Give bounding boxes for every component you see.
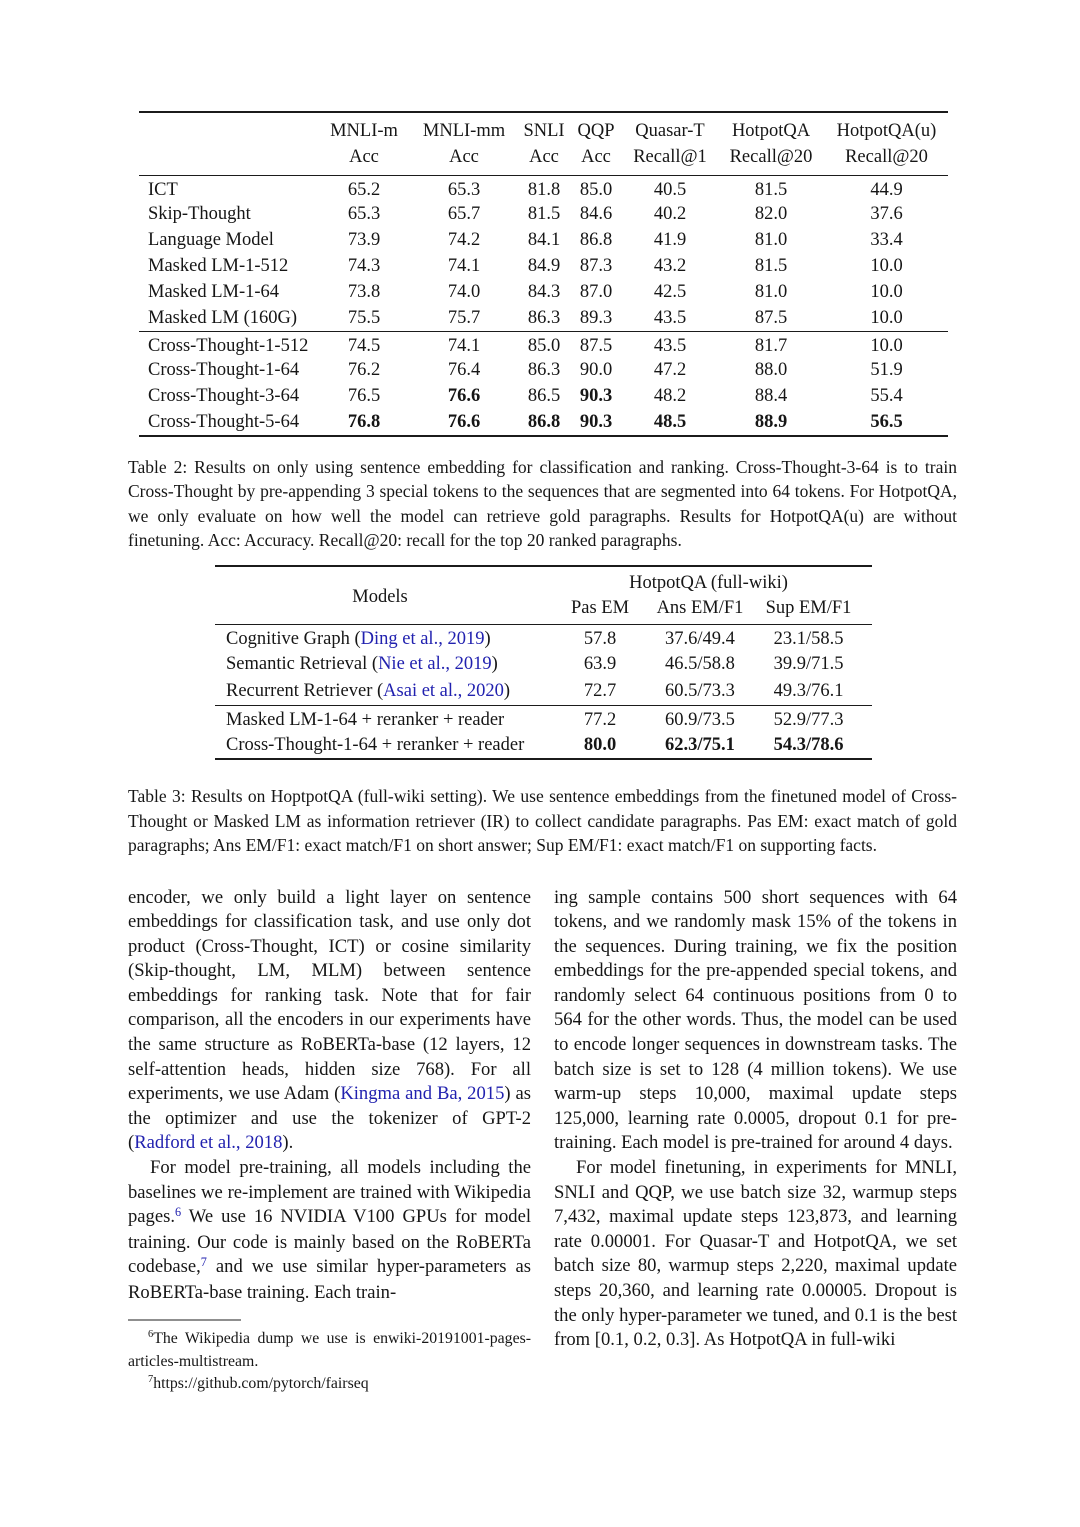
text-run: For model finetuning, in experiments for MNLI, SNLI and QQP, we use batch size 32, warmup steps 7,432, maximal update steps 123,873, and learning rate 0.00001. For Quasar-T and HotpotQA, we set batch size 80, warmup steps 2,220, maximal update steps 20,360, and learning rate 0.00005. Dropout is the only hyper-parameter we tuned, and 0.1 is the best from [0.1, 0.2, 0.3]. As HotpotQA in full-wiki: [554, 1157, 957, 1351]
metric-value: 90.0: [579, 360, 613, 380]
table2-header-row: [139, 112, 948, 144]
row-label: Cross-Thought-5-64: [148, 411, 300, 432]
column-header: HotpotQA: [731, 121, 811, 141]
table-row: [215, 651, 872, 678]
text-run: https://github.com/pytorch/fairseq: [153, 1374, 369, 1392]
footnote-ref-link[interactable]: 7: [200, 1255, 207, 1270]
text-run: ): [484, 628, 491, 649]
text-run: Semantic Retrieval (: [226, 654, 379, 674]
left-column: [128, 886, 531, 1397]
metric-value: 48.5: [653, 411, 687, 432]
table-row: [139, 176, 948, 202]
metric-value: 76.8: [347, 411, 381, 432]
metric-value: 46.5/58.8: [665, 654, 735, 674]
citation-link[interactable]: Radford et al., 2018: [134, 1132, 283, 1154]
text-run: ): [491, 654, 498, 674]
metric-value: 84.3: [527, 282, 561, 302]
corner-cell: [139, 112, 319, 144]
citation-link[interactable]: Asai et al., 2020: [383, 680, 504, 701]
paragraph-finetuning: [554, 1156, 957, 1353]
table-row: [139, 306, 948, 332]
column-metric-header: Acc: [449, 147, 479, 167]
paragraph-pretraining-continued: [554, 886, 957, 1157]
table-row: [139, 202, 948, 228]
column-header: HotpotQA(u): [836, 121, 937, 141]
table3-header-row: [215, 566, 872, 596]
table3-hotpotqa-results: [215, 565, 872, 761]
column-metric-header: Recall@20: [845, 147, 928, 167]
metric-value: 49.3/76.1: [773, 680, 844, 701]
metric-value: 43.5: [653, 335, 687, 356]
text-run: We use 16 NVIDIA V100 GPUs for model training. Our code is mainly based on the RoBERTa codebase,: [128, 1206, 531, 1278]
metric-value: 54.3/78.6: [773, 734, 844, 755]
table2-caption: Table 2: Results on only using sentence embedding for classification and ranking. Cross-Thought-3-64 is to train Cross-Thought by pre-appending 3 special tokens to the sequences that are segmented into 64 tokens. For HotpotQA, we only evaluate on how well the model can retrieve gold paragraphs. Results for HotpotQA(u) are without finetuning. Acc: Accuracy. Recall@20: recall for the top 20 ranked paragraphs.: [128, 456, 957, 550]
metric-value: 86.3: [527, 360, 561, 380]
paragraph-experiment-setup: [128, 886, 531, 1157]
metric-value: 86.3: [527, 307, 561, 328]
metric-value: 87.5: [579, 335, 613, 356]
text-run: For model pre-training, all models including the baselines we re-implement are trained with Wikipedia pages.: [128, 1157, 531, 1228]
metric-value: 88.4: [754, 386, 788, 406]
table-row: [139, 410, 948, 436]
metric-value: 10.0: [870, 256, 903, 276]
metric-value: 40.5: [653, 179, 687, 200]
metric-value: 56.5: [870, 411, 903, 432]
metric-value: 74.1: [447, 335, 481, 356]
column-metric-header: Ans EM/F1: [656, 597, 744, 618]
footnote-wikipedia-dump: [128, 1328, 531, 1373]
metric-value: 65.7: [447, 204, 481, 224]
column-header: MNLI-m: [330, 121, 398, 141]
metric-value: 60.5/73.3: [665, 680, 735, 701]
table-row: [139, 384, 948, 410]
metric-value: 88.0: [754, 360, 788, 380]
table-row: [139, 254, 948, 280]
metric-value: 81.5: [754, 179, 788, 200]
text-run: Cross-Thought-1-64 + reranker + reader: [226, 734, 525, 755]
column-metric-header: Recall@1: [633, 147, 707, 167]
model-name: [215, 624, 545, 651]
table-row: [139, 358, 948, 384]
table-row: [139, 332, 948, 358]
citation-link[interactable]: Ding et al., 2019: [360, 628, 485, 649]
column-metric-header: Pas EM: [570, 597, 630, 618]
metric-value: 57.8: [583, 628, 617, 649]
metric-value: 87.5: [754, 307, 788, 328]
metric-value: 86.8: [527, 411, 561, 432]
metric-value: 85.0: [527, 335, 561, 356]
hotpotqa-span-header: HotpotQA (full-wiki): [629, 572, 788, 593]
text-run: ) as the optimizer and use the tokenizer of GPT-2 (: [128, 1083, 531, 1154]
metric-value: 75.5: [347, 307, 381, 328]
metric-value: 62.3/75.1: [665, 734, 735, 755]
metric-value: 76.5: [347, 386, 381, 406]
metric-value: 90.3: [579, 411, 613, 432]
column-metric-header: Acc: [529, 147, 559, 167]
metric-value: 65.2: [347, 179, 381, 200]
metric-value: 37.6/49.4: [665, 628, 735, 649]
metric-value: 63.9: [583, 654, 617, 674]
metric-value: 80.0: [583, 734, 617, 755]
metric-value: 81.5: [527, 204, 561, 224]
row-label: Language Model: [148, 230, 274, 250]
metric-value: 88.9: [754, 411, 788, 432]
footnotes-block: [128, 1319, 531, 1397]
metric-value: 10.0: [870, 282, 903, 302]
metric-value: 74.5: [347, 335, 381, 356]
citation-link[interactable]: Kingma and Ba, 2015: [340, 1083, 505, 1105]
row-label: Cross-Thought-1-64: [148, 360, 300, 380]
metric-value: 23.1/58.5: [773, 628, 844, 649]
column-header: QQP: [577, 121, 615, 141]
prior-work-group: [215, 624, 872, 705]
metric-value: 60.9/73.5: [665, 709, 735, 730]
metric-value: 10.0: [870, 335, 903, 356]
row-label: Cross-Thought-1-512: [148, 335, 309, 356]
metric-value: 81.0: [754, 282, 788, 302]
row-label: Masked LM (160G): [148, 307, 298, 328]
metric-value: 86.8: [579, 230, 613, 250]
body-text-columns: [128, 886, 957, 1397]
metric-value: 84.1: [527, 230, 561, 250]
metric-value: 10.0: [870, 307, 903, 328]
metric-value: 82.0: [754, 204, 788, 224]
metric-value: 81.0: [754, 230, 788, 250]
corner-cell: [139, 144, 319, 176]
text-run: The Wikipedia dump we use is enwiki-20191001-pages-articles-multistream.: [128, 1329, 531, 1371]
metric-value: 75.7: [447, 307, 481, 328]
footnote-rule: [128, 1319, 241, 1321]
model-name: [215, 705, 545, 732]
paper-page-content: [128, 0, 957, 1396]
model-name: [215, 678, 545, 705]
column-metric-header: Acc: [581, 147, 611, 167]
metric-value: 81.8: [527, 179, 561, 200]
metric-value: 72.7: [583, 680, 617, 701]
text-run: Cognitive Graph (: [226, 628, 361, 649]
metric-value: 84.6: [579, 204, 613, 224]
text-run: ): [503, 680, 511, 701]
metric-value: 73.8: [347, 282, 381, 302]
metric-value: 33.4: [870, 230, 903, 250]
row-label: ICT: [148, 179, 178, 200]
metric-value: 81.7: [754, 335, 788, 356]
models-header: Models: [352, 586, 408, 607]
model-name: [215, 732, 545, 759]
footnote-ref-link[interactable]: 6: [174, 1205, 182, 1220]
citation-link[interactable]: Nie et al., 2019: [378, 654, 492, 674]
column-metric-header: Acc: [349, 147, 379, 167]
metric-value: 43.2: [653, 256, 687, 276]
row-label: Skip-Thought: [148, 204, 251, 224]
row-label: Masked LM-1-64: [148, 282, 280, 302]
metric-value: 76.6: [447, 411, 481, 432]
metric-value: 65.3: [347, 204, 381, 224]
column-header: SNLI: [523, 121, 565, 141]
text-run: encoder, we only build a light layer on sentence embeddings for classification task, and use only dot product (Cross-Thought, ICT) or cosine similarity (Skip-thought, LM, MLM) between sentence embeddings for ranking task. Note that for fair comparison, all the encoders in our experiments have the same structure as RoBERTa-base (12 layers, 12 self-attention heads, hidden size 768). For all experiments, we use Adam (: [128, 886, 531, 1105]
metric-value: 52.9/77.3: [773, 709, 844, 730]
metric-value: 43.5: [653, 307, 687, 328]
metric-value: 55.4: [870, 386, 903, 406]
metric-value: 73.9: [347, 230, 381, 250]
metric-value: 74.3: [347, 256, 381, 276]
metric-value: 77.2: [583, 709, 617, 730]
metric-value: 47.2: [653, 360, 687, 380]
text-run: and we use similar hyper-parameters as RoBERTa-base training. Each train-: [128, 1256, 531, 1303]
our-models-group: [215, 705, 872, 759]
metric-value: 39.9/71.5: [773, 654, 844, 674]
metric-value: 65.3: [447, 179, 481, 200]
right-column: [554, 886, 957, 1397]
metric-value: 44.9: [870, 179, 903, 200]
metric-value: 40.2: [653, 204, 687, 224]
metric-value: 84.9: [527, 256, 561, 276]
metric-value: 85.0: [579, 179, 613, 200]
metric-value: 74.0: [447, 282, 481, 302]
metric-value: 74.2: [447, 230, 481, 250]
column-header: Quasar-T: [635, 121, 705, 141]
metric-value: 87.3: [579, 256, 613, 276]
footnote-fairseq-url: [128, 1373, 531, 1397]
metric-value: 51.9: [870, 360, 903, 380]
metric-value: 76.4: [447, 360, 481, 380]
table-row: [139, 280, 948, 306]
metric-value: 86.5: [527, 386, 561, 406]
metric-value: 90.3: [579, 386, 613, 406]
baselines-group: [139, 176, 948, 332]
metric-value: 87.0: [579, 282, 613, 302]
metric-value: 76.6: [447, 386, 481, 406]
text-run: ing sample contains 500 short sequences with 64 tokens, and we randomly mask 15% of the tokens in the sequences. During training, we fix the position embeddings for the pre-appended special tokens, and randomly select 64 continuous positions from 0 to 564 for the other words. Thus, the model can be used to encode longer sequences in downstream tasks. The batch size is set to 128 (4 million tokens). We use warm-up steps 10,000, maximal update steps 125,000, learning rate 0.0005, dropout 0.1 for pre-training. Each model is pre-trained for around 4 days.: [554, 886, 957, 1154]
column-metric-header: Sup EM/F1: [765, 597, 852, 618]
text-run: ).: [282, 1132, 294, 1154]
column-metric-header: Recall@20: [729, 147, 813, 167]
table-row: [215, 624, 872, 651]
column-header: MNLI-mm: [422, 121, 506, 141]
metric-value: 74.1: [447, 256, 481, 276]
text-run: Masked LM-1-64 + reranker + reader: [226, 709, 505, 730]
table-row: [215, 732, 872, 759]
paragraph-pretraining: [128, 1156, 531, 1306]
row-label: Cross-Thought-3-64: [148, 386, 300, 406]
cross-thought-group: [139, 332, 948, 436]
table2-embedding-results: [139, 111, 948, 437]
metric-value: 42.5: [653, 282, 687, 302]
metric-value: 41.9: [653, 230, 687, 250]
footnote-marker: 6: [148, 1329, 154, 1341]
metric-value: 89.3: [579, 307, 613, 328]
model-name: [215, 651, 545, 678]
footnote-marker: 7: [148, 1374, 154, 1386]
row-label: Masked LM-1-512: [148, 256, 289, 276]
table-row: [139, 228, 948, 254]
metric-value: 48.2: [653, 386, 687, 406]
metric-value: 37.6: [870, 204, 903, 224]
metric-value: 81.5: [754, 256, 788, 276]
table3-caption: Table 3: Results on HoptpotQA (full-wiki setting). We use sentence embeddings from the finetuned model of Cross-Thought or Masked LM as information retriever (IR) to collect candidate paragraphs. Pas EM: exact match of gold paragraphs; Ans EM/F1: exact match/F1 on short answer; Sup EM/F1: exact match/F1 on supporting facts.: [128, 786, 957, 855]
table-row: [215, 705, 872, 732]
table2-subheader-row: [139, 144, 948, 176]
table-row: [215, 678, 872, 705]
text-run: Recurrent Retriever (: [226, 680, 384, 701]
metric-value: 76.2: [347, 360, 381, 380]
